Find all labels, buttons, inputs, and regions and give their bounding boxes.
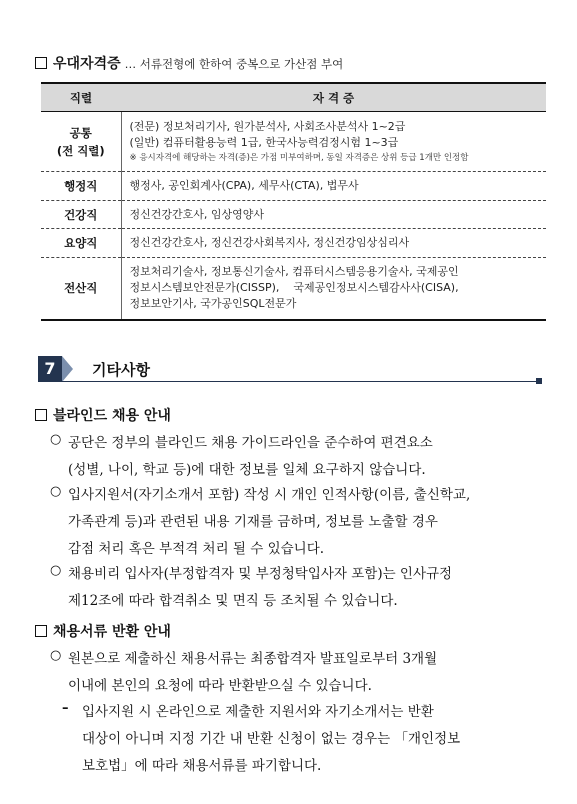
cert-cell: 정신건강간호사, 정신건강사회복지사, 정신건강임상심리사 bbox=[121, 229, 546, 258]
cert-cell bbox=[121, 112, 546, 172]
returns-line: 이내에 본인의 요청에 따라 반환받으실 수 있습니다. bbox=[68, 678, 372, 694]
cert-note: ※ 응시자격에 해당하는 자격(증)은 가점 미부여하며, 동일 자격증은 상위 등급 1개만 인정함 bbox=[129, 152, 469, 163]
bullet-circle-icon: ○ bbox=[50, 484, 62, 499]
cert-line: 정보보안기사, 국가공인SQL전문가 bbox=[129, 297, 297, 311]
job-label: 공통 bbox=[69, 125, 92, 140]
blind-line: 입사지원서(자기소개서 포함) 작성 시 개인 인적사항(이름, 출신학교, bbox=[68, 487, 471, 503]
job-cell bbox=[41, 112, 121, 172]
cert-line: (일반) 컴퓨터활용능력 1급, 한국사능력검정시험 1~3급 bbox=[129, 135, 399, 149]
preferred-heading bbox=[35, 53, 343, 73]
section-chevron-icon bbox=[62, 356, 73, 382]
blind-line: 감점 처리 혹은 부적격 처리 될 수 있습니다. bbox=[68, 541, 325, 557]
blind-line: 공단은 정부의 블라인드 채용 가이드라인을 준수하여 편견요소 bbox=[68, 435, 433, 451]
header-job: 직렬 bbox=[41, 83, 121, 112]
table-row bbox=[41, 112, 546, 172]
checkbox-icon bbox=[35, 409, 47, 421]
job-label-sub: (전 직렬) bbox=[56, 143, 105, 158]
table-header-row bbox=[41, 83, 546, 112]
bullet-circle-icon: ○ bbox=[50, 563, 62, 578]
table-row bbox=[41, 172, 546, 201]
table-row bbox=[41, 229, 546, 258]
returns-line: 대상이 아니며 지정 기간 내 반환 신청이 없는 경우는 「개인정보 bbox=[82, 731, 461, 747]
returns-heading bbox=[35, 621, 171, 641]
returns-line: 원본으로 제출하신 채용서류는 최종합격자 발표일로부터 3개월 bbox=[68, 651, 438, 667]
cert-cell: 행정사, 공인회계사(CPA), 세무사(CTA), 법무사 bbox=[121, 172, 546, 201]
cert-line: (전문) 정보처리기사, 원가분석사, 사회조사분석사 1~2급 bbox=[129, 119, 406, 133]
preferred-note: … 서류전형에 한하여 중복으로 가산점 부여 bbox=[124, 57, 344, 71]
cert-cell bbox=[121, 258, 546, 320]
returns-line: 입사지원 시 온라인으로 제출한 지원서와 자기소개서는 반환 bbox=[82, 704, 434, 720]
bullet-circle-icon: ○ bbox=[50, 648, 62, 663]
blind-line: 채용비리 입사자(부정합격자 및 부정청탁입사자 포함)는 인사규정 bbox=[68, 566, 453, 582]
section-number: 7 bbox=[38, 356, 62, 382]
checkbox-icon bbox=[35, 625, 47, 637]
bullet-dash-icon: – bbox=[62, 701, 69, 716]
section-end-marker bbox=[536, 378, 542, 384]
cert-line: 정보시스템보안전문가(CISSP), 국제공인정보시스템감사사(CISA), bbox=[129, 281, 459, 295]
returns-line: 보호법」에 따라 채용서류를 파기합니다. bbox=[82, 758, 322, 774]
blind-heading bbox=[35, 405, 171, 425]
job-cell: 행정직 bbox=[41, 172, 121, 201]
blind-line: 가족관계 등)과 관련된 내용 기재를 금하며, 정보를 노출할 경우 bbox=[68, 514, 438, 530]
returns-title: 채용서류 반환 안내 bbox=[53, 624, 171, 640]
job-cell: 전산직 bbox=[41, 258, 121, 320]
blind-title: 블라인드 채용 안내 bbox=[53, 408, 171, 424]
preferred-title: 우대자격증 bbox=[53, 56, 121, 72]
certificate-table bbox=[41, 82, 546, 321]
cert-line: 정보처리기술사, 정보통신기술사, 컴퓨터시스템응용기술사, 국제공인 bbox=[129, 265, 459, 279]
cert-cell: 정신건강간호사, 임상영양사 bbox=[121, 201, 546, 229]
section-title: 기타사항 bbox=[92, 361, 150, 379]
header-cert: 자 격 증 bbox=[121, 83, 546, 112]
job-cell: 건강직 bbox=[41, 201, 121, 229]
checkbox-icon bbox=[35, 57, 47, 69]
bullet-circle-icon: ○ bbox=[50, 432, 62, 447]
blind-line: (성별, 나이, 학교 등)에 대한 정보를 일체 요구하지 않습니다. bbox=[68, 462, 426, 478]
blind-line: 제12조에 따라 합격취소 및 면직 등 조치될 수 있습니다. bbox=[68, 593, 398, 609]
table-row bbox=[41, 258, 546, 320]
job-cell: 요양직 bbox=[41, 229, 121, 258]
section-divider bbox=[38, 381, 538, 382]
table-row bbox=[41, 201, 546, 229]
